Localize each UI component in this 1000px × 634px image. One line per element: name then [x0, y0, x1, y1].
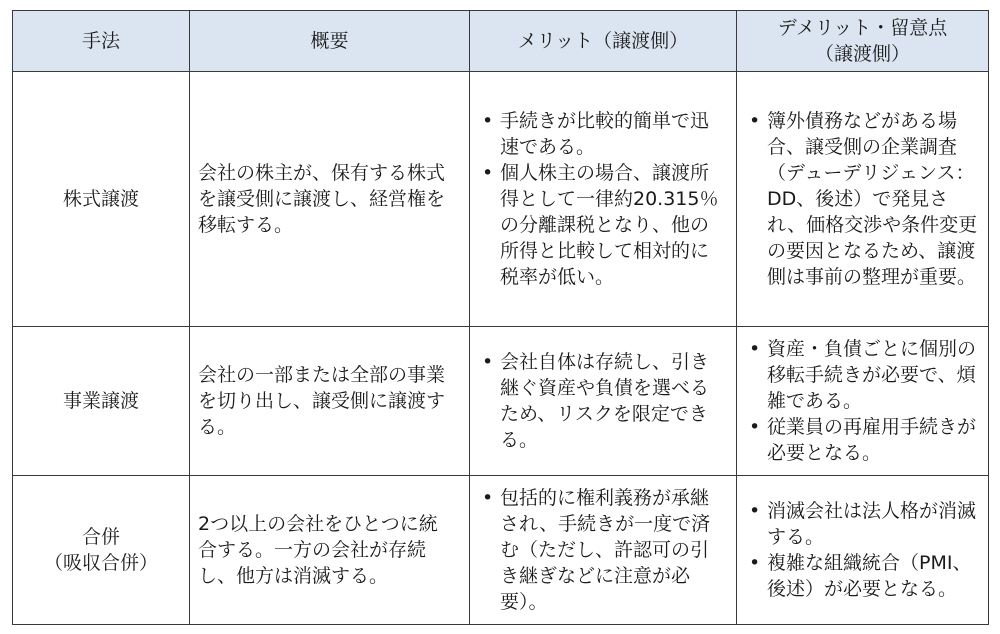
demerit-item: • 簿外債務などがある場合、譲受側の企業調査（デューデリジェンス：DD、後述）で発見され、価格交渉や条件変更の要因となるため、譲渡側は事前の整理が重要。 [747, 108, 978, 290]
demerit-list [747, 108, 978, 290]
method-cell [13, 72, 190, 327]
table-row-business-transfer [13, 327, 989, 476]
demerit-cell [737, 327, 989, 476]
demerit-item: • 資産・負債ごとに個別の移転手続きが必要で、煩雑である。 [747, 336, 978, 414]
merit-item: • 個人株主の場合、譲渡所得として一律約20.315％の分離課税となり、他の所得と比較して相対的に税率が低い。 [480, 160, 726, 290]
summary-cell: 会社の一部または全部の事業を切り出し、譲受側に譲渡する。 [190, 327, 470, 476]
demerit-item: • 消滅会社は法人格が消滅する。 [747, 498, 978, 550]
method-label: 事業譲渡 [62, 390, 139, 412]
header-merit: メリット（譲渡側） [470, 11, 737, 72]
merit-item: • 会社自体は存続し、引き継ぐ資産や負債を選べるため、リスクを限定できる。 [480, 349, 726, 453]
demerit-cell [737, 476, 989, 625]
merit-item: • 手続きが比較的簡単で迅速である。 [480, 108, 726, 160]
summary-cell: 2つ以上の会社をひとつに統合する。一方の会社が存続し、他方は消滅する。 [190, 476, 470, 625]
summary-cell: 会社の株主が、保有する株式を譲受側に譲渡し、経営権を移転する。 [190, 72, 470, 327]
merit-list [480, 349, 726, 453]
merit-list [480, 485, 726, 615]
merit-item: • 包括的に権利義務が承継され、手続きが一度で済む（ただし、許認可の引き継ぎなどに注意が必要）。 [480, 485, 726, 615]
merit-list [480, 108, 726, 290]
header-demerit [737, 11, 989, 72]
demerit-cell [737, 72, 989, 327]
table-header-row [13, 11, 989, 72]
demerit-item: • 従業員の再雇用手続きが必要となる。 [747, 414, 978, 466]
demerit-list [747, 336, 978, 466]
table-row-merger [13, 476, 989, 625]
method-label: 合併 [81, 526, 120, 548]
merit-cell [470, 476, 737, 625]
method-cell [13, 327, 190, 476]
method-sublabel: （吸収合併） [43, 552, 158, 574]
method-label: 株式譲渡 [62, 188, 139, 210]
header-demerit-line1: デメリット・留意点 [777, 17, 948, 39]
header-summary: 概要 [190, 11, 470, 72]
demerit-item: • 複雑な組織統合（PMI、後述）が必要となる。 [747, 550, 978, 602]
table-row-share-transfer [13, 72, 989, 327]
header-demerit-line2: （譲渡側） [814, 43, 910, 65]
comparison-table-frame [12, 10, 989, 625]
method-cell [13, 476, 190, 625]
header-method: 手法 [13, 11, 190, 72]
demerit-list [747, 498, 978, 602]
merit-cell [470, 327, 737, 476]
merit-cell [470, 72, 737, 327]
ma-method-comparison-table [12, 10, 989, 625]
